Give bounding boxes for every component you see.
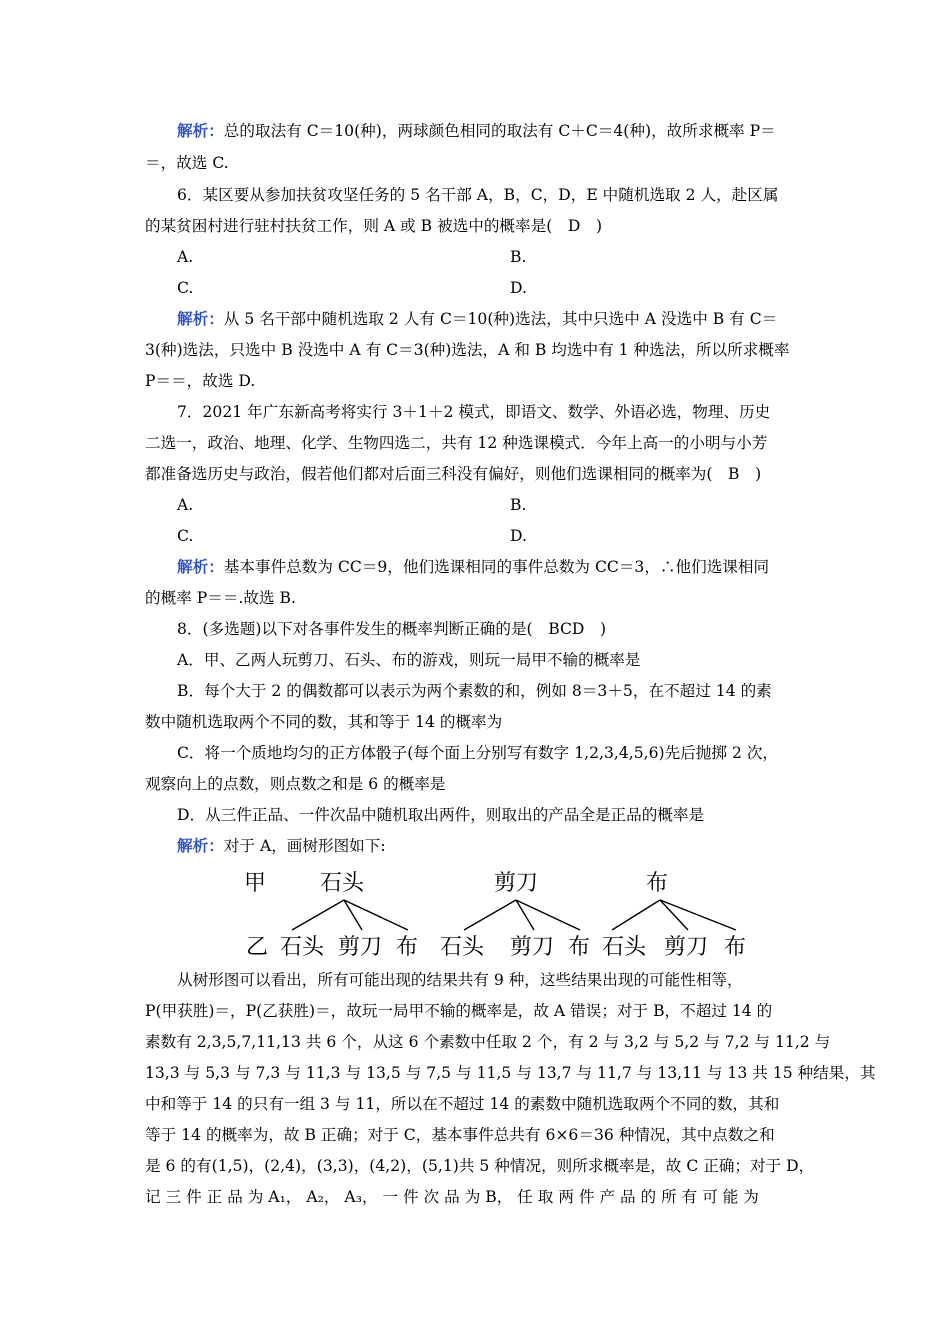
question-7-line-3: 都准备选历史与政治，假若他们都对后面三科没有偏好，则他们选课相同的概率为( B ) <box>145 465 762 483</box>
solution-7-line-1: 解析：基本事件总数为 CC＝9，他们选课相同的事件总数为 CC＝3，∴他们选课相同 <box>177 557 770 576</box>
tree-node-shitou: 石头 <box>320 871 365 896</box>
solution-6-line-3: P＝＝，故选 D. <box>145 372 256 390</box>
solution-8-line-4: 素数有 2,3,5,7,11,13 共 6 个，从这 6 个素数中任取 2 个，有 2 与 3,2 与 5,2 与 7,2 与 11,2 与 <box>145 1033 831 1051</box>
solution-6-line-2: 3(种)选法，只选中 B 没选中 A 有 C＝3(种)选法，A 和 B 均选中有 1 种选法，所以所求概率 <box>145 341 790 359</box>
tree-leaf-jiandao-2: 剪刀 <box>510 935 555 960</box>
tree-label-jia: 甲 <box>244 871 267 896</box>
solution-label: 解析： <box>177 309 224 328</box>
question-7-line-2: 二选一，政治、地理、化学、生物四选二，共有 12 种选课模式．今年上高一的小明与小芳 <box>145 434 768 452</box>
q6-option-a: A. <box>177 248 194 266</box>
question-8-option-c-1: C．将一个质地均匀的正方体骰子(每个面上分别写有数字 1,2,3,4,5,6)先后抛掷 2 次， <box>177 744 779 762</box>
tree-leaf-bu-2: 布 <box>568 935 591 960</box>
solution-8-line-8: 是 6 的有(1,5)，(2,4)，(3,3)，(4,2)，(5,1)共 5 种情况，则所求概率是，故 C 正确；对于 D， <box>145 1157 815 1175</box>
question-7-line-1: 7．2021 年广东新高考将实行 3＋1＋2 模式，即语文、数学、外语必选，物理、历史 <box>177 403 771 421</box>
q7-option-a: A. <box>177 496 194 514</box>
solution-8-line-9: 记 三 件 正 品 为 A₁， A₂， A₃， 一 件 次 品 为 B， 任 取 两 件 产 品 的 所 有 可 能 为 <box>145 1188 759 1206</box>
q7-option-d: D. <box>510 527 527 545</box>
solution-6-line-1: 解析：从 5 名干部中随机选取 2 人有 C＝10(种)选法，其中只选中 A 没选中 B 有 C＝ <box>177 309 778 328</box>
q6-option-c: C. <box>177 279 194 297</box>
solution-line-2: ＝，故选 C. <box>145 154 229 172</box>
solution-line-1: 解析：总的取法有 C＝10(种)，两球颜色相同的取法有 C＋C＝4(种)，故所求概率 P＝ <box>177 121 776 140</box>
solution-label: 解析： <box>177 836 224 855</box>
question-8-option-a: A．甲、乙两人玩剪刀、石头、布的游戏，则玩一局甲不输的概率是 <box>177 651 641 669</box>
question-6-line-1: 6．某区要从参加扶贫攻坚任务的 5 名干部 A，B，C，D，E 中随机选取 2 人，赴区属 <box>177 186 779 204</box>
q7-option-b: B. <box>510 496 527 514</box>
question-8-option-b-2: 数中随机选取两个不同的数，其和等于 14 的概率为 <box>145 713 503 731</box>
solution-8-line-1: 解析：对于 A，画树形图如下: <box>177 836 386 855</box>
q6-option-d: D. <box>510 279 527 297</box>
solution-8-line-6: 中和等于 14 的只有一组 3 与 11，所以在不超过 14 的素数中随机选取两个不同的数，其和 <box>145 1095 780 1113</box>
solution-8-line-2: 从树形图可以看出，所有可能出现的结果共有 9 种，这些结果出现的可能性相等， <box>177 971 743 989</box>
q6-option-b: B. <box>510 248 527 266</box>
tree-leaf-shitou-3: 石头 <box>602 935 647 960</box>
solution-8-line-5: 13,3 与 5,3 与 7,3 与 11,3 与 13,5 与 7,5 与 11,5 与 13,7 与 11,7 与 13,11 与 13 共 15 种结果，其 <box>145 1064 876 1082</box>
q7-option-c: C. <box>177 527 194 545</box>
tree-leaf-shitou-1: 石头 <box>280 935 325 960</box>
tree-label-yi: 乙 <box>246 935 269 960</box>
tree-leaf-bu-3: 布 <box>724 935 747 960</box>
tree-diagram <box>240 860 760 960</box>
question-8-option-b-1: B．每个大于 2 的偶数都可以表示为两个素数的和，例如 8＝3＋5，在不超过 14 的素 <box>177 682 772 700</box>
tree-node-jiandao: 剪刀 <box>494 871 539 896</box>
question-6-line-2: 的某贫困村进行驻村扶贫工作，则 A 或 B 被选中的概率是( D ) <box>145 217 603 235</box>
question-8-option-d: D．从三件正品、一件次品中随机取出两件，则取出的产品全是正品的概率是 <box>177 806 705 824</box>
tree-branches <box>292 900 736 930</box>
solution-8-line-7: 等于 14 的概率为，故 B 正确；对于 C，基本事件总共有 6×6＝36 种情况，其中点数之和 <box>145 1126 775 1144</box>
solution-label: 解析： <box>177 557 224 576</box>
tree-leaf-shitou-2: 石头 <box>440 935 485 960</box>
solution-label: 解析： <box>177 121 224 140</box>
tree-leaf-jiandao-1: 剪刀 <box>338 935 383 960</box>
tree-leaf-jiandao-3: 剪刀 <box>664 935 709 960</box>
question-8-option-c-2: 观察向上的点数，则点数之和是 6 的概率是 <box>145 775 446 793</box>
tree-node-bu: 布 <box>646 871 669 896</box>
question-8-line-1: 8．(多选题)以下对各事件发生的概率判断正确的是( BCD ) <box>177 620 607 638</box>
solution-8-line-3: P(甲获胜)＝，P(乙获胜)＝，故玩一局甲不输的概率是，故 A 错误；对于 B，不超过 14 的 <box>145 1002 773 1020</box>
tree-leaf-bu-1: 布 <box>396 935 419 960</box>
solution-7-line-2: 的概率 P＝＝.故选 B. <box>145 589 296 607</box>
